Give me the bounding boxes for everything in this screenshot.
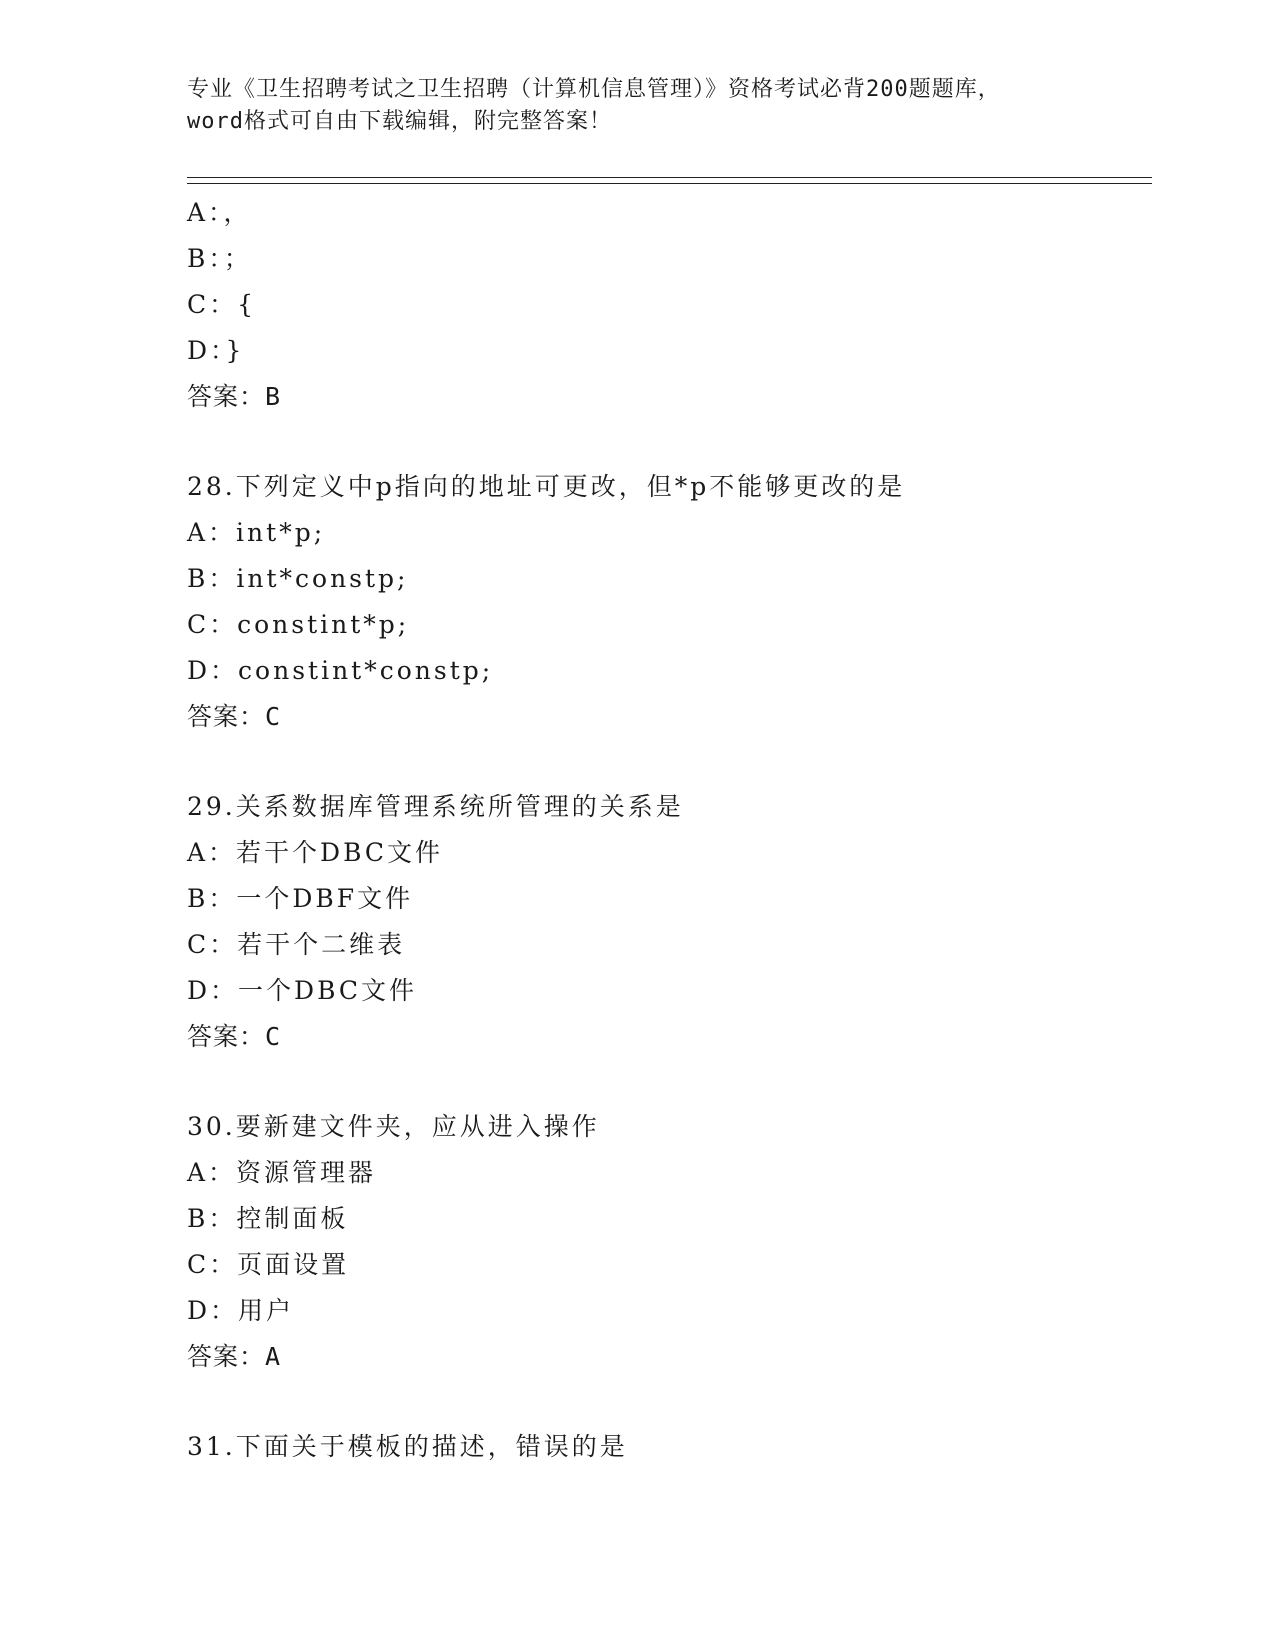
option-c: C：constint*p; [187, 610, 410, 639]
spacer [187, 740, 1152, 784]
question-31 [187, 1424, 1152, 1470]
question-stem: 28.下列定义中p指向的地址可更改，但*p不能够更改的是 [187, 472, 906, 501]
option-a: A：若干个DBC文件 [187, 838, 444, 867]
option-b: B：； [187, 244, 252, 273]
option-d: D：一个DBC文件 [187, 976, 418, 1005]
option-d: D：} [187, 336, 245, 365]
option-a: A：资源管理器 [187, 1158, 377, 1187]
option-b: B：控制面板 [187, 1204, 349, 1233]
question-stem: 30.要新建文件夹，应从进入操作 [187, 1112, 600, 1141]
option-c: C：{ [187, 290, 257, 319]
header-title-line-2: word格式可自由下载编辑，附完整答案！ [187, 109, 612, 134]
spacer [187, 420, 1152, 464]
document-header [187, 74, 1087, 138]
answer-line: 答案：A [187, 1342, 282, 1371]
option-b: B：一个DBF文件 [187, 884, 414, 913]
question-stem: 31.下面关于模板的描述，错误的是 [187, 1432, 628, 1461]
option-b: B：int*constp; [187, 564, 409, 593]
answer-line: 答案：C [187, 1022, 282, 1051]
option-d: D：用户 [187, 1296, 295, 1325]
option-c: C：若干个二维表 [187, 930, 406, 959]
answer-line: 答案：B [187, 382, 282, 411]
spacer [187, 1060, 1152, 1104]
answer-line: 答案：C [187, 702, 282, 731]
question-28 [187, 464, 1152, 740]
option-a: A：， [187, 198, 252, 227]
question-29 [187, 784, 1152, 1060]
partial-question-27 [187, 190, 1152, 420]
question-30 [187, 1104, 1152, 1380]
question-stem: 29.关系数据库管理系统所管理的关系是 [187, 792, 684, 821]
spacer [187, 1380, 1152, 1424]
option-c: C：页面设置 [187, 1250, 350, 1279]
option-d: D：constint*constp; [187, 656, 494, 685]
question-content [187, 190, 1152, 1470]
header-title-line-1: 专业《卫生招聘考试之卫生招聘（计算机信息管理）》资格考试必背200题题库， [187, 77, 1001, 102]
header-double-rule [187, 177, 1152, 184]
option-a: A：int*p; [187, 518, 326, 547]
